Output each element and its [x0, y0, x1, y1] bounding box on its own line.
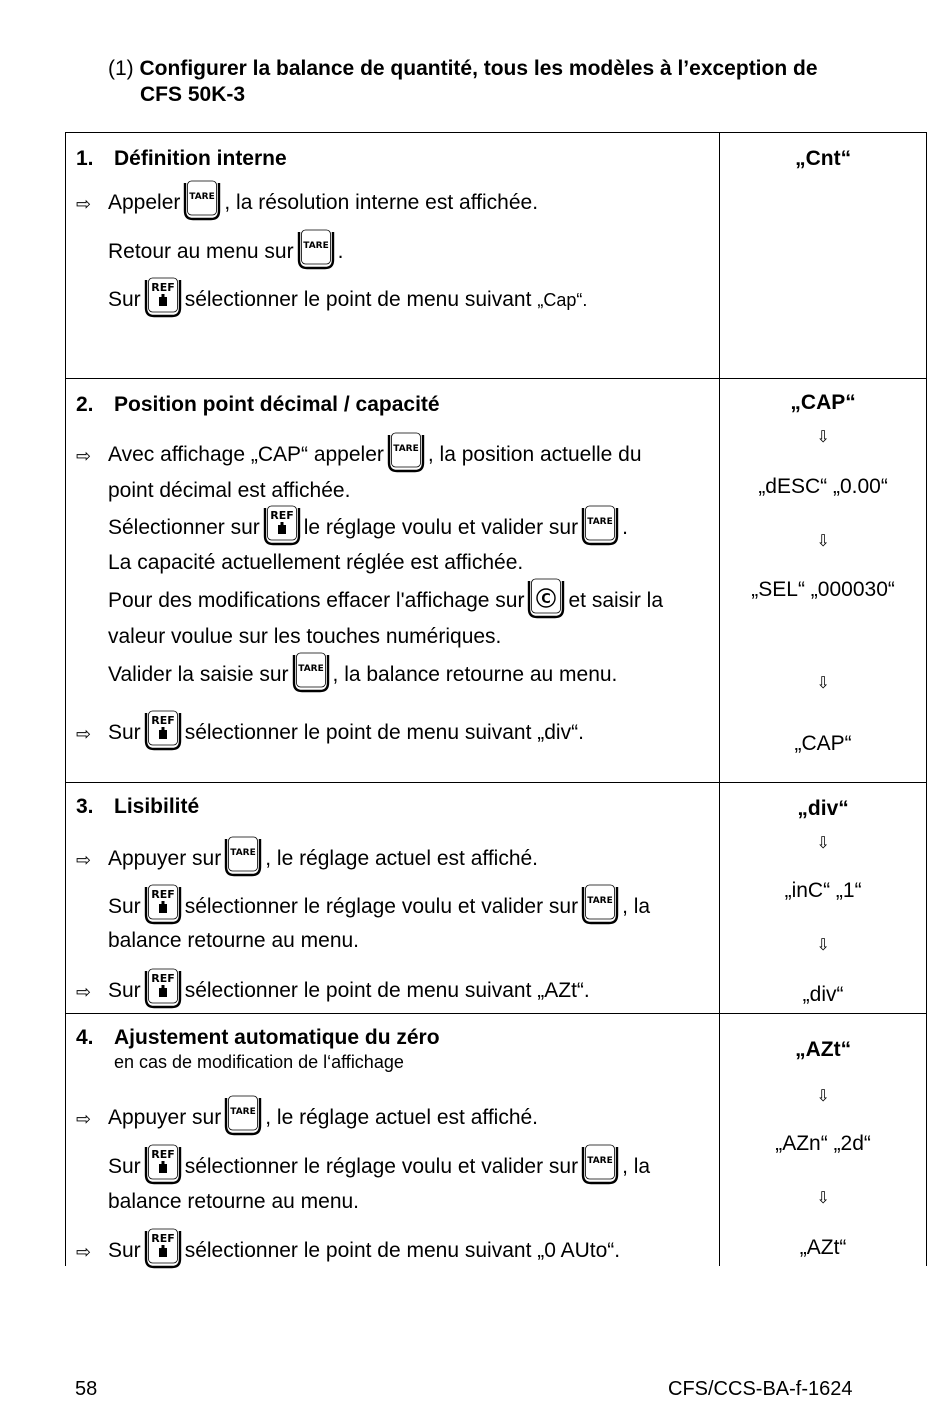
- svg-text:TARE: TARE: [302, 241, 329, 251]
- section-title: Position point décimal / capacité: [114, 393, 440, 416]
- instruction-line: ⇨ Sur REF sélectionner le point de menu suivant „div“.: [66, 709, 719, 745]
- display-cell: [720, 133, 927, 379]
- instruction-line: balance retourne au menu.: [108, 929, 360, 952]
- svg-text:REF: REF: [150, 714, 175, 727]
- ref-key-icon: [143, 709, 183, 749]
- table-row-2: [66, 379, 927, 783]
- pointer-arrow-icon: ⇨: [76, 724, 92, 744]
- instruction-line: point décimal est affichée.: [108, 479, 351, 502]
- display-text: „inC“ „1“: [784, 879, 862, 902]
- down-arrow-icon: ⇩: [816, 1190, 830, 1207]
- tare-key-icon: [386, 431, 426, 471]
- instruction-line: Retour au menu sur TARE .: [66, 228, 719, 264]
- instruction-line: ⇨ Appuyer sur TARE , le réglage actuel est affiché.: [66, 1094, 719, 1130]
- instructions-cell: [66, 1014, 720, 1267]
- display-text: „div“: [797, 797, 849, 820]
- svg-text:TARE: TARE: [587, 1156, 613, 1166]
- menu-table: [65, 132, 927, 1266]
- tare-key-icon: [296, 228, 336, 268]
- tare-key-icon: [580, 883, 620, 923]
- svg-text:REF: REF: [150, 972, 175, 985]
- down-arrow-icon: ⇩: [816, 429, 830, 446]
- instruction-line: Valider la saisie sur TARE , la balance retourne au menu.: [66, 651, 719, 687]
- pointer-arrow-icon: ⇨: [76, 982, 92, 1002]
- heading-title-line2: CFS 50K-3: [140, 83, 246, 106]
- instruction-line: Sélectionner sur REF le réglage voulu et valider sur TARE .: [66, 504, 719, 540]
- section-title: Lisibilité: [114, 795, 200, 818]
- tare-key-icon: [223, 1094, 263, 1134]
- svg-text:TARE: TARE: [230, 1107, 256, 1117]
- svg-text:TARE: TARE: [189, 192, 216, 202]
- instructions-cell: [66, 379, 720, 783]
- pointer-arrow-icon: ⇨: [76, 446, 92, 466]
- down-arrow-icon: ⇩: [816, 835, 830, 852]
- section-heading: [108, 56, 908, 108]
- document-code: CFS/CCS-BA-f-1624: [668, 1378, 853, 1400]
- table-row-4: [66, 1014, 927, 1267]
- section-subtitle: en cas de modification de l‘affichage: [114, 1052, 404, 1072]
- pointer-arrow-icon: ⇨: [76, 850, 92, 870]
- down-arrow-icon: ⇩: [816, 1088, 830, 1105]
- instruction-line: La capacité actuellement réglée est affichée.: [108, 551, 524, 574]
- table-row-1: [66, 133, 927, 379]
- section-title: Ajustement automatique du zéro: [114, 1026, 440, 1049]
- pointer-arrow-icon: ⇨: [76, 1109, 92, 1129]
- svg-text:REF: REF: [150, 1148, 175, 1161]
- display-text: „dESC“ „0.00“: [758, 475, 888, 498]
- ref-key-icon: [143, 276, 183, 316]
- ref-key-icon: [143, 967, 183, 1007]
- ref-key-icon: [143, 1143, 183, 1183]
- pointer-arrow-icon: ⇨: [76, 194, 92, 214]
- svg-text:TARE: TARE: [393, 444, 419, 454]
- instruction-line: ⇨ Appuyer sur TARE , le réglage actuel est affiché.: [66, 835, 719, 871]
- tare-key-icon: [182, 179, 222, 219]
- display-cell: [720, 1014, 927, 1267]
- ref-key-icon: [262, 504, 302, 544]
- display-text: „CAP“: [790, 391, 856, 414]
- instruction-line: Pour des modifications effacer l'affichage sur C et saisir la: [66, 577, 719, 613]
- instruction-line: ⇨ Avec affichage „CAP“ appeler TARE , la position actuelle du: [66, 431, 719, 467]
- instruction-line: valeur voulue sur les touches numériques.: [108, 625, 502, 648]
- display-text: „SEL“ „000030“: [751, 578, 895, 601]
- svg-text:TARE: TARE: [587, 517, 613, 527]
- page-number: 58: [75, 1378, 98, 1400]
- clear-key-icon: [526, 577, 566, 617]
- svg-text:TARE: TARE: [297, 664, 324, 674]
- svg-text:TARE: TARE: [230, 848, 256, 858]
- instruction-line: ⇨ Sur REF sélectionner le point de menu suivant „0 AUto“.: [66, 1227, 719, 1263]
- display-text: „CAP“: [794, 732, 852, 755]
- section-number: 3.: [76, 795, 94, 818]
- down-arrow-icon: ⇩: [816, 675, 830, 692]
- section-number: 4.: [76, 1026, 94, 1049]
- instruction-line: ⇨ Appeler TARE , la résolution interne est affichée.: [66, 179, 719, 215]
- instruction-line: Sur REF sélectionner le point de menu suivant „Cap“.: [66, 276, 719, 312]
- display-text: „Cnt“: [795, 147, 852, 170]
- display-text: „AZt“: [795, 1038, 852, 1061]
- section-title: Définition interne: [114, 147, 287, 170]
- instructions-cell: [66, 133, 720, 379]
- tare-key-icon: [580, 504, 620, 544]
- display-text: „AZn“ „2d“: [775, 1132, 871, 1155]
- svg-text:TARE: TARE: [587, 896, 613, 906]
- pointer-arrow-icon: ⇨: [76, 1242, 92, 1262]
- svg-text:REF: REF: [270, 509, 294, 522]
- svg-text:REF: REF: [150, 888, 175, 901]
- tare-key-icon: [291, 651, 331, 691]
- svg-text:C: C: [541, 592, 552, 607]
- heading-number: (1): [108, 57, 134, 80]
- svg-text:REF: REF: [150, 281, 175, 294]
- ref-key-icon: [143, 883, 183, 923]
- section-number: 1.: [76, 147, 94, 170]
- down-arrow-icon: ⇩: [816, 937, 830, 954]
- display-text: „div“: [802, 983, 844, 1006]
- tare-key-icon: [223, 835, 263, 875]
- display-cell: [720, 379, 927, 783]
- down-arrow-icon: ⇩: [816, 533, 830, 550]
- instruction-line: Sur REF sélectionner le réglage voulu et valider sur TARE , la: [66, 1143, 719, 1179]
- instruction-line: Sur REF sélectionner le réglage voulu et valider sur TARE , la: [66, 883, 719, 919]
- section-number: 2.: [76, 393, 94, 416]
- svg-text:REF: REF: [150, 1232, 175, 1245]
- instructions-cell: [66, 783, 720, 1014]
- instruction-line: ⇨ Sur REF sélectionner le point de menu suivant „AZt“.: [66, 967, 719, 1003]
- display-cell: [720, 783, 927, 1014]
- tare-key-icon: [580, 1143, 620, 1183]
- table-row-3: [66, 783, 927, 1014]
- heading-title: Configurer la balance de quantité, tous les modèles à l’exception de: [139, 57, 818, 80]
- ref-key-icon: [143, 1227, 183, 1267]
- instruction-line: balance retourne au menu.: [108, 1190, 360, 1213]
- display-text: „AZt“: [799, 1236, 847, 1259]
